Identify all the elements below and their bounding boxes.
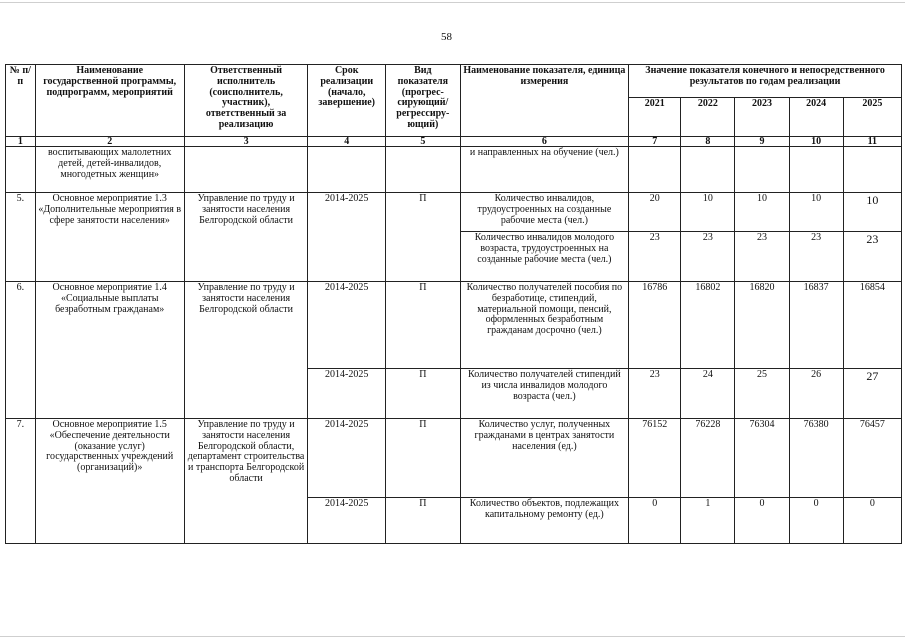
value-2024: 16837 — [789, 282, 843, 369]
header-year: 2024 — [789, 98, 843, 137]
value-2023: 16820 — [735, 282, 789, 369]
period: 2014-2025 — [308, 369, 386, 419]
indicator-type: П — [386, 498, 461, 544]
value-2021: 23 — [629, 232, 681, 282]
value-2024: 23 — [789, 232, 843, 282]
value-2023: 23 — [735, 232, 789, 282]
value-2024: 76380 — [789, 419, 843, 498]
header-year: 2021 — [629, 98, 681, 137]
program-name: Основное мероприятие 1.3 «Дополнительные мероприятия в сфере занятости населения» — [35, 193, 184, 282]
row-number: 7. — [6, 419, 36, 544]
program-name: воспитывающих малолетних детей, детей-инвалидов, многодетных женщин» — [35, 147, 184, 193]
value-2023: 10 — [735, 193, 789, 232]
indicator-type: П — [386, 282, 461, 369]
column-number: 2 — [35, 137, 184, 147]
indicator-type: П — [386, 419, 461, 498]
period: 2014-2025 — [308, 419, 386, 498]
value-2021: 76152 — [629, 419, 681, 498]
page-number: 58 — [441, 31, 452, 43]
indicator-type: П — [386, 193, 461, 232]
value-2025: 10 — [843, 193, 901, 232]
indicator-name: Количество услуг, полученных гражданами в центрах занятости населения (ед.) — [460, 419, 629, 498]
row-number: 5. — [6, 193, 36, 282]
value-2023: 25 — [735, 369, 789, 419]
top-border-line — [0, 2, 905, 3]
indicator-name: Количество инвалидов молодого возраста, трудоустроенных на созданные рабочие места (чел.) — [460, 232, 629, 282]
value-2025: 27 — [843, 369, 901, 419]
value-2024: 26 — [789, 369, 843, 419]
indicator-name: Количество объектов, подлежащих капитальному ремонту (ед.) — [460, 498, 629, 544]
header-responsible: Ответственный исполнитель (соисполнитель, участник), ответственный за реализацию — [184, 65, 308, 137]
column-number: 4 — [308, 137, 386, 147]
value-2022: 23 — [681, 232, 735, 282]
header-program: Наименование государственной программы, подпрограмм, мероприятий — [35, 65, 184, 137]
column-number: 1 — [6, 137, 36, 147]
column-number: 3 — [184, 137, 308, 147]
value-2022: 1 — [681, 498, 735, 544]
period: 2014-2025 — [308, 193, 386, 232]
value-2021: 23 — [629, 369, 681, 419]
value-2021: 20 — [629, 193, 681, 232]
value-2025: 0 — [843, 498, 901, 544]
responsible: Управление по труду и занятости населения Белгородской области — [184, 193, 308, 282]
program-name: Основное мероприятие 1.5 «Обеспечение деятельности (оказание услуг) государственных учреждений (организаций)» — [35, 419, 184, 544]
indicator-type: П — [386, 369, 461, 419]
responsible: Управление по труду и занятости населения Белгородской области, департамент строительства и транспорта Белгородской области — [184, 419, 308, 544]
continuation-row — [6, 147, 902, 193]
header-year: 2022 — [681, 98, 735, 137]
header-year: 2025 — [843, 98, 901, 137]
header-indicator-name: Наименование показателя, единица измерения — [460, 65, 629, 137]
header-values-group: Значение показателя конечного и непосредственного результатов по годам реализации — [629, 65, 902, 98]
value-2022: 10 — [681, 193, 735, 232]
value-2021: 0 — [629, 498, 681, 544]
value-2021: 16786 — [629, 282, 681, 369]
indicator-name: и направленных на обучение (чел.) — [460, 147, 629, 193]
header-indicator-type: Вид показателя (прогрес-сирующий/ регрессиру-ющий) — [386, 65, 461, 137]
period: 2014-2025 — [308, 282, 386, 369]
value-2023: 0 — [735, 498, 789, 544]
value-2022: 24 — [681, 369, 735, 419]
indicator-name: Количество инвалидов, трудоустроенных на созданные рабочие места (чел.) — [460, 193, 629, 232]
period: 2014-2025 — [308, 498, 386, 544]
value-2025: 76457 — [843, 419, 901, 498]
responsible: Управление по труду и занятости населения Белгородской области — [184, 282, 308, 419]
column-number: 5 — [386, 137, 461, 147]
value-2022: 16802 — [681, 282, 735, 369]
header-year: 2023 — [735, 98, 789, 137]
header-row — [6, 65, 902, 98]
table-row — [6, 282, 902, 369]
value-2024: 0 — [789, 498, 843, 544]
column-number: 11 — [843, 137, 901, 147]
column-number: 6 — [460, 137, 629, 147]
column-number: 8 — [681, 137, 735, 147]
column-number: 9 — [735, 137, 789, 147]
value-2024: 10 — [789, 193, 843, 232]
value-2025: 23 — [843, 232, 901, 282]
column-number: 10 — [789, 137, 843, 147]
header-no: № п/п — [6, 65, 36, 137]
value-2025: 16854 — [843, 282, 901, 369]
table-row — [6, 419, 902, 498]
column-numbers-row — [6, 137, 902, 147]
bottom-border-line — [0, 636, 905, 637]
indicator-name: Количество получателей стипендий из числа инвалидов молодого возраста (чел.) — [460, 369, 629, 419]
indicators-table — [5, 64, 902, 544]
value-2023: 76304 — [735, 419, 789, 498]
program-name: Основное мероприятие 1.4 «Социальные выплаты безработным гражданам» — [35, 282, 184, 419]
indicator-name: Количество получателей пособия по безработице, стипендий, материальной помощи, пенсий, оформленных безработным гражданам досрочно (чел.) — [460, 282, 629, 369]
row-number: 6. — [6, 282, 36, 419]
header-period: Срок реализации (начало, завершение) — [308, 65, 386, 137]
value-2022: 76228 — [681, 419, 735, 498]
table-row — [6, 193, 902, 232]
column-number: 7 — [629, 137, 681, 147]
